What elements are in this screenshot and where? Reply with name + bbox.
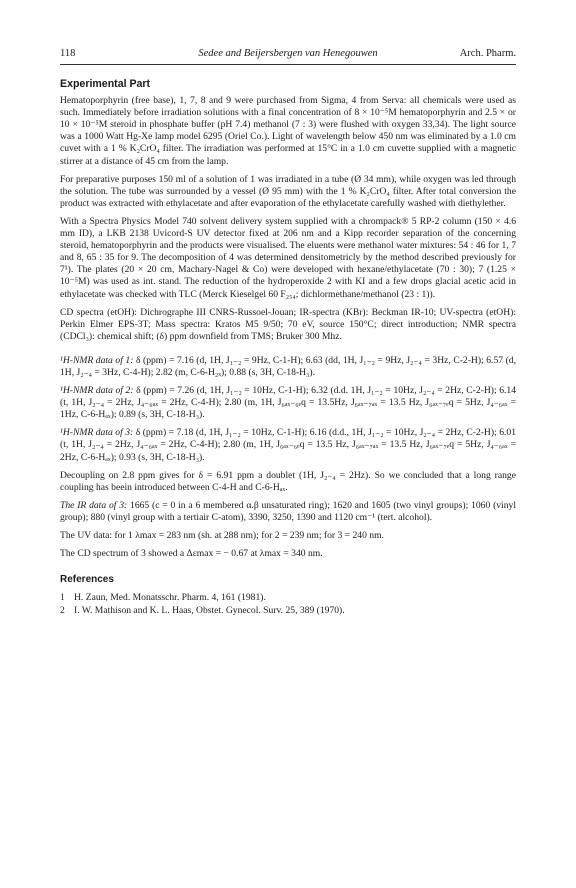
running-title: Sedee and Beijersbergen van Henegouwen: [198, 48, 378, 59]
nmr-data-3: [60, 427, 516, 463]
nmr-text-3: δ (ppm) = 7.18 (d, 1H, J₁₋₂ = 10Hz, C-1-H); 6.16 (d.d., 1H, J₁₋₂ = 10Hz, J₂₋₄ = 2Hz, C-2-H); 6.01 (t, 1H, J₂₋₄ = 2Hz, J₄₋₆ₐₓ = 2Hz, C-4-H); 2.80 (m, 1H, J₆ₐₓ₋₆ₑq = 13.5 Hz, J₆ₐₓ₋₇ₐₓ = 13.5 Hz, J₆ₐₓ₋₇ₑq = 5Hz, J₄₋₆ₐₓ = 2Hz, C-6-Hₐₓ); 0.93 (s, 3H, C-18-H₃).: [60, 427, 516, 463]
nmr-text-2: δ (ppm) = 7.26 (d, 1H, J₁₋₂ = 10Hz, C-1-H); 6.32 (d.d. 1H, J₁₋₂ = 10Hz, J₂₋₄ = 2Hz, C-2-H); 6.14 (t, 1H, J₂₋₄ = 2Hz, J₄₋₆ₐₓ = 2Hz, C-4-H); 2.80 (m, 1H, J₆ₐₓ₋₆ₑq = 13.5Hz, J₆ₐₓ₋₇ₐₓ = 13.5 Hz, J₆ₐₓ₋₇ₑq = 5Hz, J₄₋₆ₐₓ = 1Hz, C-6-Hₐₓ); 0.89 (s, 3H, C-18-H₃).: [60, 385, 516, 421]
nmr-label-1: ¹H-NMR data of 1:: [60, 354, 134, 366]
nmr-data-1: [60, 355, 516, 379]
running-header: [60, 47, 516, 63]
paragraph-instruments: CD spectra (etOH): Dichrographe III CNRS-Russoel-Jouan; IR-spectra (KBr): Beckman IR-10; UV-spectra (etOH): Perkin Elmer EPS-3T; Mass spectra: Kratos M5 9/50; 70 eV, source 150°C; direct introduction; NMR spectra (CDCl₃): chemical shift; (δ) ppm downfield from TMS; Bruker 300 Mhz.: [60, 306, 516, 342]
ir-data: [60, 500, 516, 524]
nmr-data-2: [60, 385, 516, 421]
ir-label: The IR data of 3:: [60, 499, 128, 511]
nmr-text-1: δ (ppm) = 7.16 (d, 1H, J₁₋₂ = 9Hz, C-1-H); 6.63 (dd, 1H, J₁₋₂ = 9Hz, J₂₋₄ = 3Hz, C-2-H); 6.57 (d, 1H, J₂₋₄ = 3Hz, C-4-H); 2.82 (m, C-6-H₂ₓ); 0.88 (s, 3H, C-18-H₃).: [60, 354, 516, 378]
reference-text: I. W. Mathison and K. L. Haas, Obstet. Gynecol. Surv. 25, 389 (1970).: [74, 605, 345, 617]
page-number: 118: [60, 48, 76, 59]
reference-number: 2: [60, 605, 65, 617]
nmr-label-2: ¹H-NMR data of 2:: [60, 385, 134, 397]
paragraph-hplc: With a Spectra Physics Model 740 solvent delivery system supplied with a chrompack® 5 RP-2 column (150 × 4.6 mm ID), a LKB 2138 Uvicord-S UV detector fixed at 206 nm and a Kipp recorder separation of the concerning steroid, hematoporphyrin and the products were visualised. The eluents were methanol water mixtures: 54 : 46 for 1, 7 and 8, 65 : 35 for 9. The decomposition of 4 was determined densitometricly by the method described previously for 7¹). The plates (20 × 20 cm, Machary-Nagel & Co) were developed with hexane/ethylacetate (70 : 30); 7 (1.25 × 10⁻⁵M) was used as int. stand. The reduction of the hydroperoxide 2 with KI and a few drops glacial acetic acid in ethylacetate was checked with TLC (Merck Kieselgel 60 F₂₅₄; dichlormethane/methanol (23 : 1)).: [60, 215, 516, 300]
reference-number: 1: [60, 592, 65, 604]
references-title: References: [60, 574, 114, 586]
uv-data: The UV data: for 1 λmax = 283 nm (sh. at 288 nm); for 2 = 239 nm; for 3 = 240 nm.: [60, 530, 384, 541]
paragraph-preparative: For preparative purposes 150 ml of a solution of 1 was irradiated in a tube (Ø 34 mm), while oxygen was led through the solution. The tube was surrounded by a vessel (Ø 95 mm) with the 1 % K₂CrO₄ filter. After total conversion the product was extracted with ethylacetate and after evaporation of the ethylacetate carefully washed with diethylether.: [60, 173, 516, 209]
nmr-label-3: ¹H-NMR data of 3:: [60, 427, 134, 439]
header-rule: [60, 64, 516, 65]
journal-name: Arch. Pharm.: [459, 48, 516, 59]
paragraph-materials: Hematoporphyrin (free base), 1, 7, 8 and 9 were purchased from Sigma, 4 from Serva: all chemicals were used as such. Immediately before irradiation solutions with a final concentration of 8 × 10⁻⁵M hematoporphyrin and 2.5 × or 10 × 10⁻⁵M steroid in phosphate buffer (pH 7.4) methanol (7 : 3) were flushed with oxygen 33,34). The light source was a 1000 Watt Hg-Xe lamp model 6295 (Oriel Co.). Light of wavelength below 450 nm was eliminated by a 1.0 cm cuvet with a 1 % K₂CrO₄ filter. The irradiation was performed at 15°C in a 1.0 cm cuvette supplied with a magnetic stirrer at a distance of 45 cm from the lamp.: [60, 95, 516, 167]
reference-text: H. Zaun, Med. Monatsschr. Pharm. 4, 161 (1981).: [74, 592, 266, 604]
section-title: Experimental Part: [60, 78, 151, 90]
reference-item: [60, 592, 516, 604]
reference-item: [60, 605, 516, 617]
article-body: [60, 78, 516, 618]
cd-data: The CD spectrum of 3 showed a Δεmax = − 0.67 at λmax = 340 nm.: [60, 548, 323, 560]
ir-text: 1665 (c = 0 in a 6 membered α.β unsaturated ring); 1620 and 1605 (two vinyl groups); 1060 (vinyl group); 880 (vinyl group with a tertiair C-atom), 3390, 3250, 1390 and 1120 cm⁻¹ (tert. alcohol).: [60, 499, 516, 523]
decoupling-paragraph: Decoupling on 2.8 ppm gives for δ = 6.91 ppm a doublet (1H, J₂₋₄ = 2Hz). So we concluded that a long range coupling has beein introduced between C-4-H and C-6-Hₐₓ.: [60, 469, 516, 493]
